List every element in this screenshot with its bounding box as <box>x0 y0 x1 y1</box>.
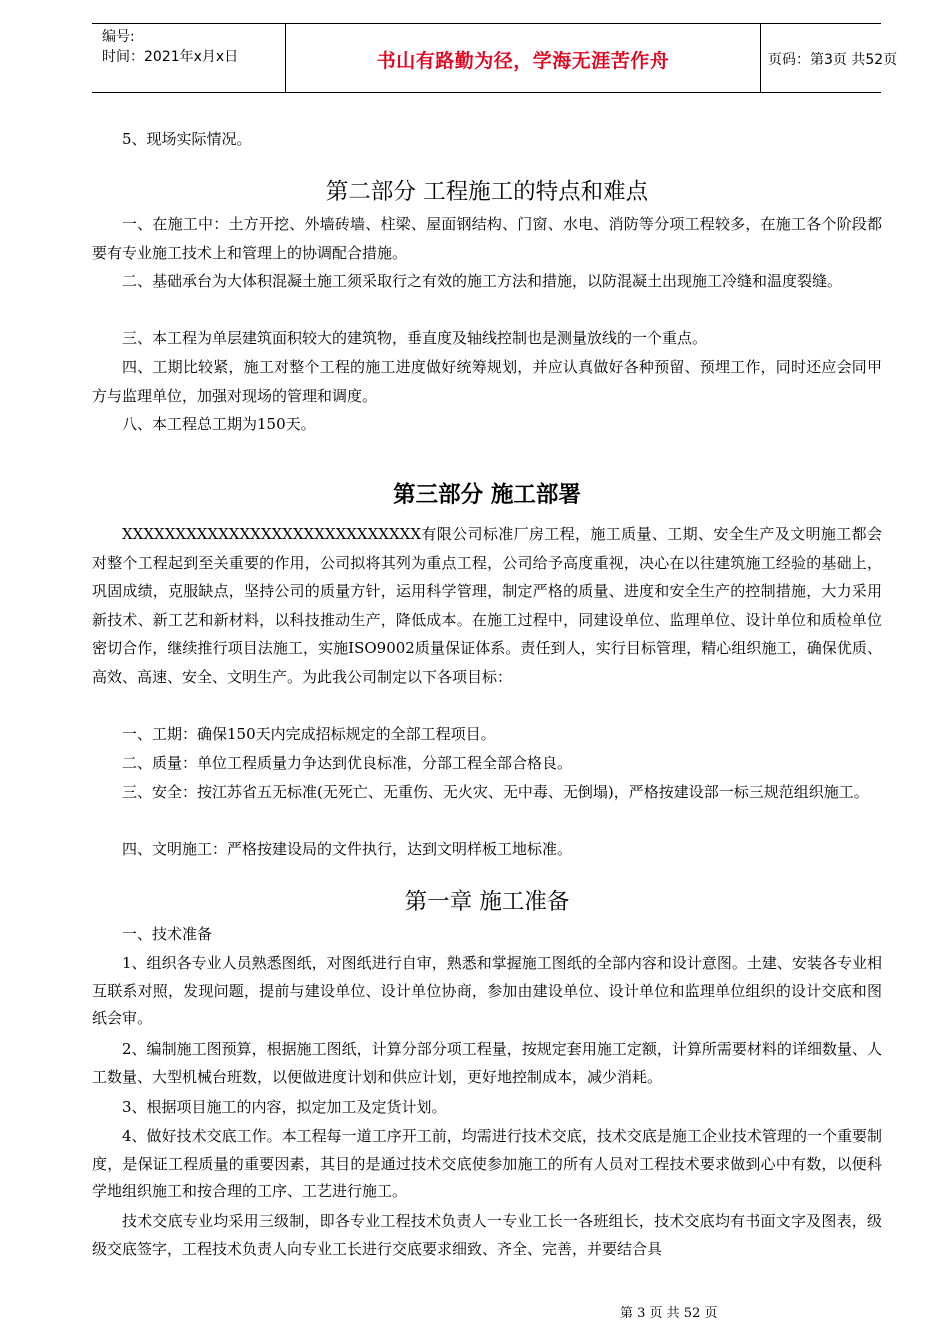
chapter1-para-1: 一、技术准备 <box>122 925 213 943</box>
chapter1-para-4: 3、根据项目施工的内容，拟定加工及定货计划。 <box>122 1098 447 1116</box>
part3-title: 第三部分 施工部署 <box>393 482 581 508</box>
part2-para-2: 二、基础承台为大体积混凝土施工须采取行之有效的施工方法和措施，以防混凝土出现施工冷缝和温度裂缝。 <box>122 272 843 290</box>
header-motto: 书山有路勤为径，学海无涯苦作舟 <box>376 50 670 72</box>
page-header <box>92 23 898 93</box>
part3-para-3: 二、质量：单位工程质量力争达到优良标准，分部工程全部合格良。 <box>122 754 573 772</box>
chapter1-para-5: 4、做好技术交底工作。本工程每一道工序开工前，均需进行技术交底，技术交底是施工企业技术管理的一个重要制度，是保证工程质量的重要因素，其目的是通过技术交底使参加施工的所有人员对工程技术要求做到心中有数，以便科学地组织施工和按合理的工序、工艺进行施工。 <box>92 1127 882 1200</box>
document-number-label: 编号: <box>102 29 135 45</box>
header-center-cell <box>285 24 761 92</box>
header-right-cell <box>760 24 898 92</box>
chapter1-para-2: 1、组织各专业人员熟悉图纸，对图纸进行自审，熟悉和掌握施工图纸的全部内容和设计意图。土建、安装各专业相互联系对照，发现问题，提前与建设单位、设计单位协商，参加由建设单位、设计单位和监理单位组织的设计交底和图纸会审。 <box>92 954 882 1027</box>
page-footer: 第 3 页 共 52 页 <box>620 1306 718 1321</box>
part3-para-5: 四、文明施工：严格按建设局的文件执行，达到文明样板工地标准。 <box>122 840 573 858</box>
part2-title: 第二部分 工程施工的特点和难点 <box>325 179 649 205</box>
header-page-number: 页码：第3页 共52页 <box>768 52 898 68</box>
chapter1-para-6: 技术交底专业均采用三级制，即各专业工程技术负责人一专业工长一各班组长，技术交底均有书面文字及图表，级级交底签字，工程技术负责人向专业工长进行交底要求细致、齐全、完善，并要结合具 <box>92 1212 882 1258</box>
chapter1-title: 第一章 施工准备 <box>404 889 570 915</box>
header-left-cell <box>92 24 285 92</box>
part2-para-3: 三、本工程为单层建筑面积较大的建筑物，垂直度及轴线控制也是测量放线的一个重点。 <box>122 329 708 347</box>
part2-para-1: 一、在施工中：土方开挖、外墙砖墙、柱梁、屋面钢结构、门窗、水电、消防等分项工程较多，在施工各个阶段都要有专业施工技术上和管理上的协调配合措施。 <box>92 215 882 262</box>
part3-para-4: 三、安全：按江苏省五无标准(无死亡、无重伤、无火灾、无中毒、无倒塌)，严格按建设部一标三规范组织施工。 <box>122 783 869 801</box>
document-time: 时间：2021年x月x日 <box>102 49 239 65</box>
part2-para-4: 四、工期比较紧，施工对整个工程的施工进度做好统筹规划，并应认真做好各种预留、预埋工作，同时还应会同甲方与监理单位，加强对现场的管理和调度。 <box>92 358 882 405</box>
part3-para-1: XXXXXXXXXXXXXXXXXXXXXXXXXXXX有限公司标准厂房工程，施工质量、工期、安全生产及文明施工都会对整个工程起到至关重要的作用，公司拟将其列为重点工程，公司给予高度重视，决心在以往建筑施工经验的基础上，巩固成绩，克服缺点，坚持公司的质量方针，运用科学管理，制定严格的质量、进度和安全生产的控制措施，大力采用新技术、新工艺和新材料，以科技推动生产，降低成本。在施工过程中，同建设单位、监理单位、设计单位和质检单位密切合作，继续推行项目法施工，实施ISO9002质量保证体系。责任到人，实行目标管理，精心组织施工，确保优质、高效、高速、安全、文明生产。为此我公司制定以下各项目标： <box>92 525 882 686</box>
part2-para-5: 八、本工程总工期为150天。 <box>122 415 316 433</box>
chapter1-para-3: 2、编制施工图预算，根据施工图纸，计算分部分项工程量，按规定套用施工定额，计算所需要材料的详细数量、人工数量、大型机械台班数，以便做进度计划和供应计划，更好地控制成本，减少消耗。 <box>92 1040 882 1086</box>
intro-item: 5、现场实际情况。 <box>122 130 252 148</box>
part3-para-2: 一、工期：确保150天内完成招标规定的全部工程项目。 <box>122 725 496 743</box>
